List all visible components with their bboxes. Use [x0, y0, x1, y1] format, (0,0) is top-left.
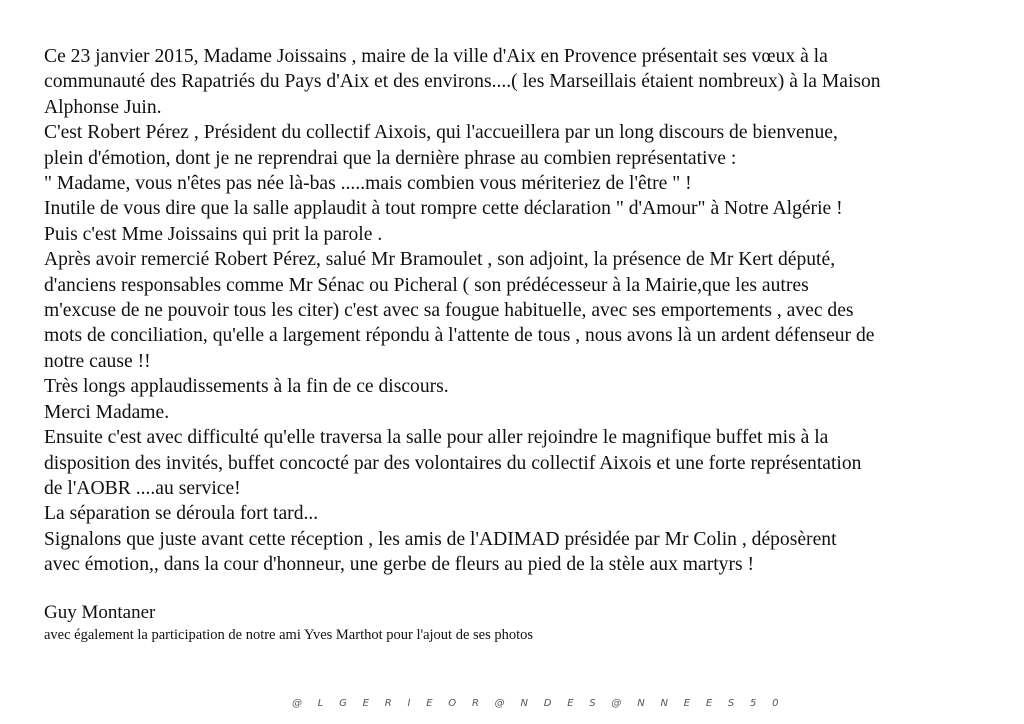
article-line: Merci Madame.: [44, 401, 170, 423]
article-line: Ensuite c'est avec difficulté qu'elle traversa la salle pour aller rejoindre le magnifique buffet mis à la: [44, 427, 829, 449]
document-page: [44, 44, 994, 578]
article-line: " Madame, vous n'êtes pas née là-bas .....mais combien vous mériteriez de l'être " !: [44, 173, 692, 195]
article-line: Inutile de vous dire que la salle applaudit à tout rompre cette déclaration " d'Amour" à Notre Algérie !: [44, 198, 843, 220]
article-line: notre cause !!: [44, 350, 151, 372]
article-line: plein d'émotion, dont je ne reprendrai que la dernière phrase au combien représentative :: [44, 147, 737, 169]
article-line: de l'AOBR ....au service!: [44, 477, 241, 499]
article-line: m'excuse de ne pouvoir tous les citer) c'est avec sa fougue habituelle, avec ses emportements , avec des: [44, 300, 854, 322]
article-line: Ce 23 janvier 2015, Madame Joissains , maire de la ville d'Aix en Provence présentait ses vœux à la: [44, 46, 828, 67]
article-line: avec émotion,, dans la cour d'honneur, une gerbe de fleurs au pied de la stèle aux martyrs !: [44, 554, 755, 576]
article-line: disposition des invités, buffet concocté par des volontaires du collectif Aixois et une forte représentation: [44, 452, 862, 474]
author-name: Guy Montaner: [44, 602, 156, 623]
article-line: mots de conciliation, qu'elle a largement répondu à l'attente de tous , nous avons là un ardent défenseur de: [44, 325, 875, 347]
article-line: Puis c'est Mme Joissains qui prit la parole .: [44, 223, 383, 245]
article-line: La séparation se déroula fort tard...: [44, 503, 319, 525]
page-footer: @ L G E R I E O R @ N D E S @ N N E E S 5 0: [292, 698, 785, 709]
signature-block: [44, 601, 533, 645]
article-line: Très longs applaudissements à la fin de ce discours.: [44, 376, 449, 398]
article-line: Signalons que juste avant cette réception , les amis de l'ADIMAD présidée par Mr Colin , déposèrent: [44, 528, 837, 550]
article-line: C'est Robert Pérez , Président du collectif Aixois, qui l'accueillera par un long discours de bienvenue,: [44, 122, 838, 144]
article-line: communauté des Rapatriés du Pays d'Aix et des environs....( les Marseillais étaient nombreux) à la Maison: [44, 71, 881, 93]
photo-credit: avec également la participation de notre ami Yves Marthot pour l'ajout de ses photos: [44, 627, 534, 643]
article-body: [44, 44, 994, 578]
article-line: d'anciens responsables comme Mr Sénac ou Picheral ( son prédécesseur à la Mairie,que les autres: [44, 274, 809, 296]
article-line: Alphonse Juin.: [44, 96, 162, 118]
article-line: Après avoir remercié Robert Pérez, salué Mr Bramoulet , son adjoint, la présence de Mr Kert député,: [44, 249, 836, 271]
